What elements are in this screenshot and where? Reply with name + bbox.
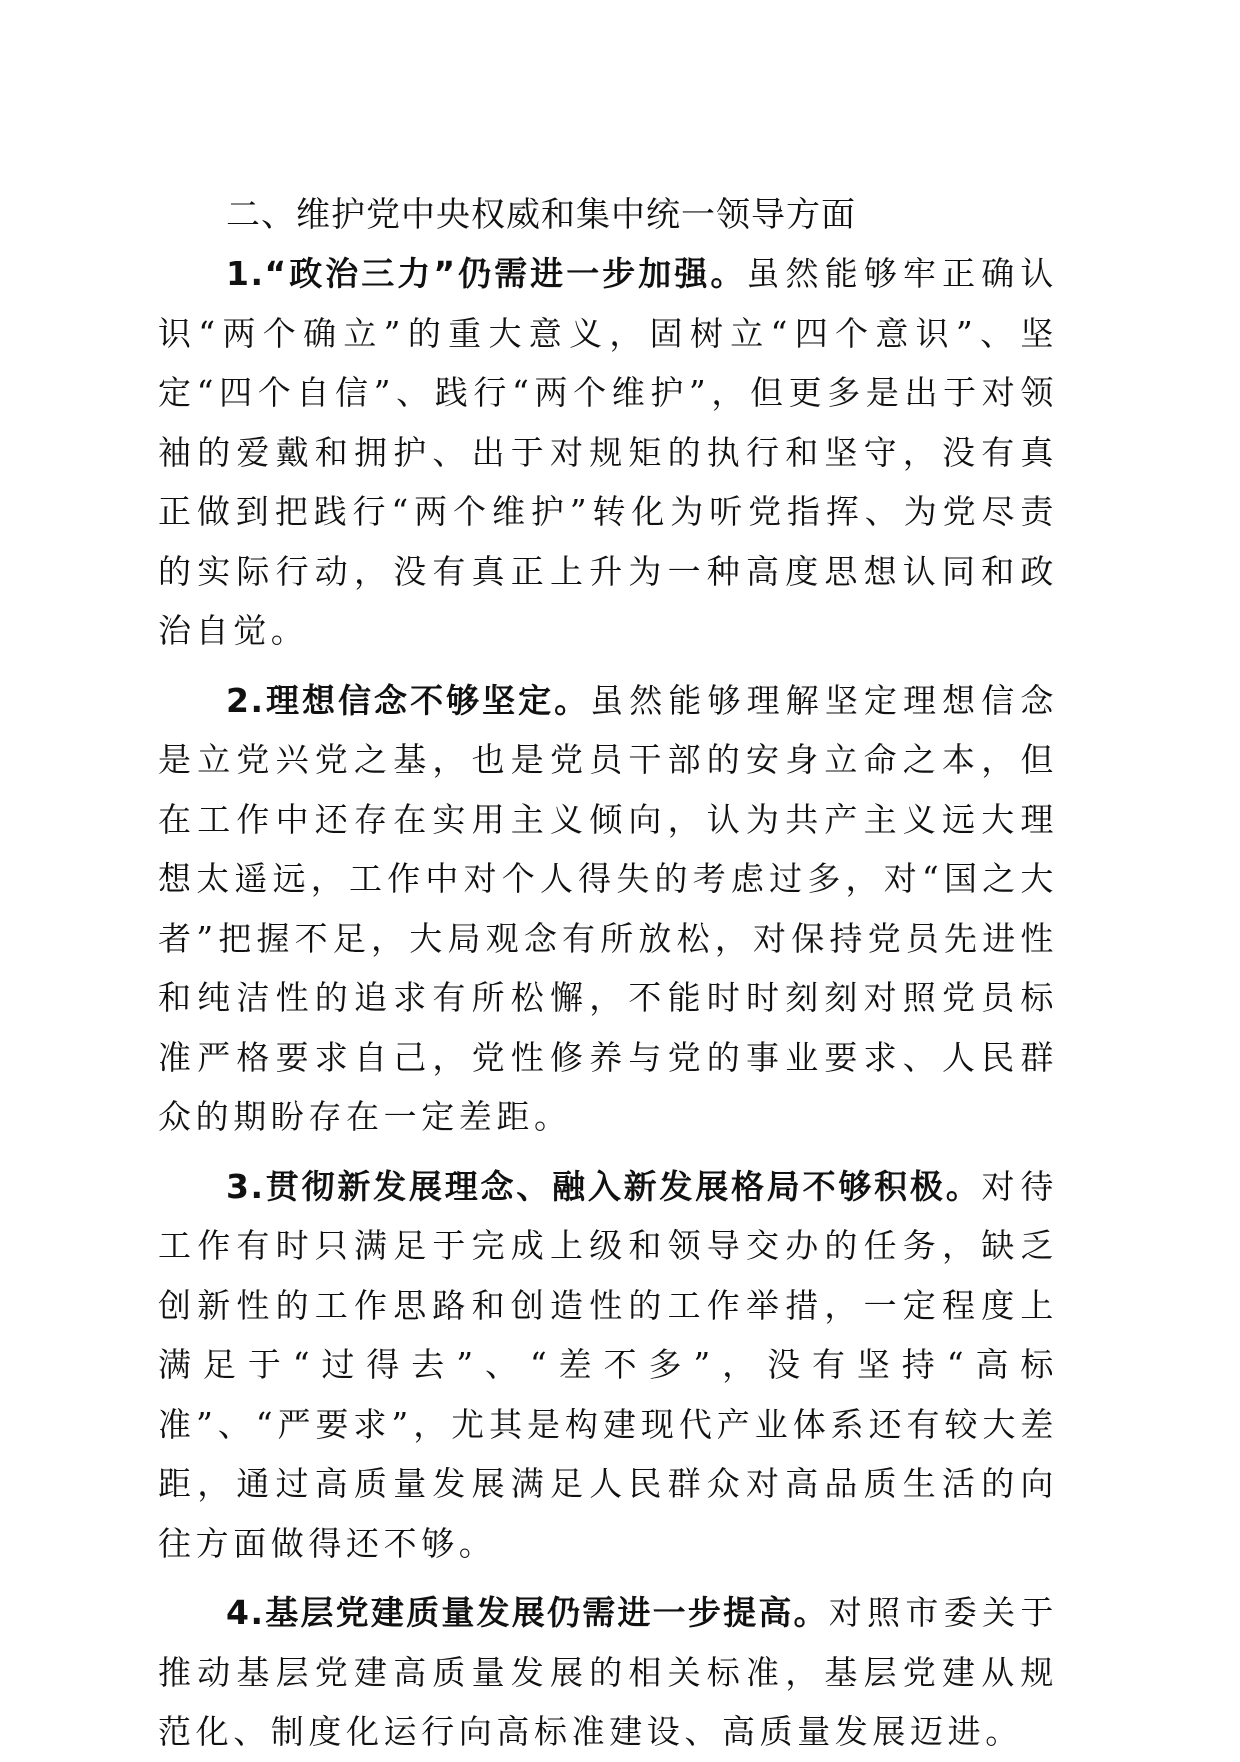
paragraph-1-body: 虽然能够牢正确认识“两个确立”的重大意义，固树立“四个意识”、坚定“四个自信”、践行“两个维护”，但更多是出于对领袖的爱戴和拥护、出于对规矩的执行和坚守，没有真正做到把践行“两个维护”转化为听党指挥、为党尽责的实际行动，没有真正上升为一种高度思想认同和政治自觉。	[158, 254, 1058, 650]
paragraph-4-lead: 4.基层党建质量发展仍需进一步提高。	[226, 1593, 829, 1632]
paragraph-1	[158, 244, 1058, 661]
paragraph-2	[158, 671, 1058, 1147]
paragraph-3-lead: 3.贯彻新发展理念、融入新发展格局不够积极。	[226, 1166, 982, 1206]
paragraph-2-lead: 2.理想信念不够坚定。	[226, 680, 591, 720]
paragraph-4	[158, 1583, 1058, 1762]
paragraph-1-lead: 1.“政治三力”仍需进一步加强。	[226, 254, 747, 293]
document-page	[158, 186, 1058, 1762]
paragraph-3	[158, 1157, 1058, 1574]
paragraph-3-body: 对待工作有时只满足于完成上级和领导交办的任务，缺乏创新性的工作思路和创造性的工作举措，一定程度上满足于“过得去”、“差不多”，没有坚持“高标准”、“严要求”，尤其是构建现代产业体系还有较大差距，通过高质量发展满足人民群众对高品质生活的向往方面做得还不够。	[158, 1166, 1059, 1563]
paragraph-2-body: 虽然能够理解坚定理想信念是立党兴党之基，也是党员干部的安身立命之本，但在工作中还存在实用主义倾向，认为共产主义远大理想太遥远，工作中对个人得失的考虑过多，对“国之大者”把握不足，大局观念有所放松，对保持党员先进性和纯洁性的追求有所松懈，不能时时刻刻对照党员标准严格要求自己，党性修养与党的事业要求、人民群众的期盼存在一定差距。	[158, 680, 1058, 1136]
paragraph-4-body: 对照市委关于推动基层党建高质量发展的相关标准，基层党建从规范化、制度化运行向高标准建设、高质量发展迈进。	[158, 1593, 1058, 1751]
section-heading: 二、维护党中央权威和集中统一领导方面	[226, 195, 856, 235]
